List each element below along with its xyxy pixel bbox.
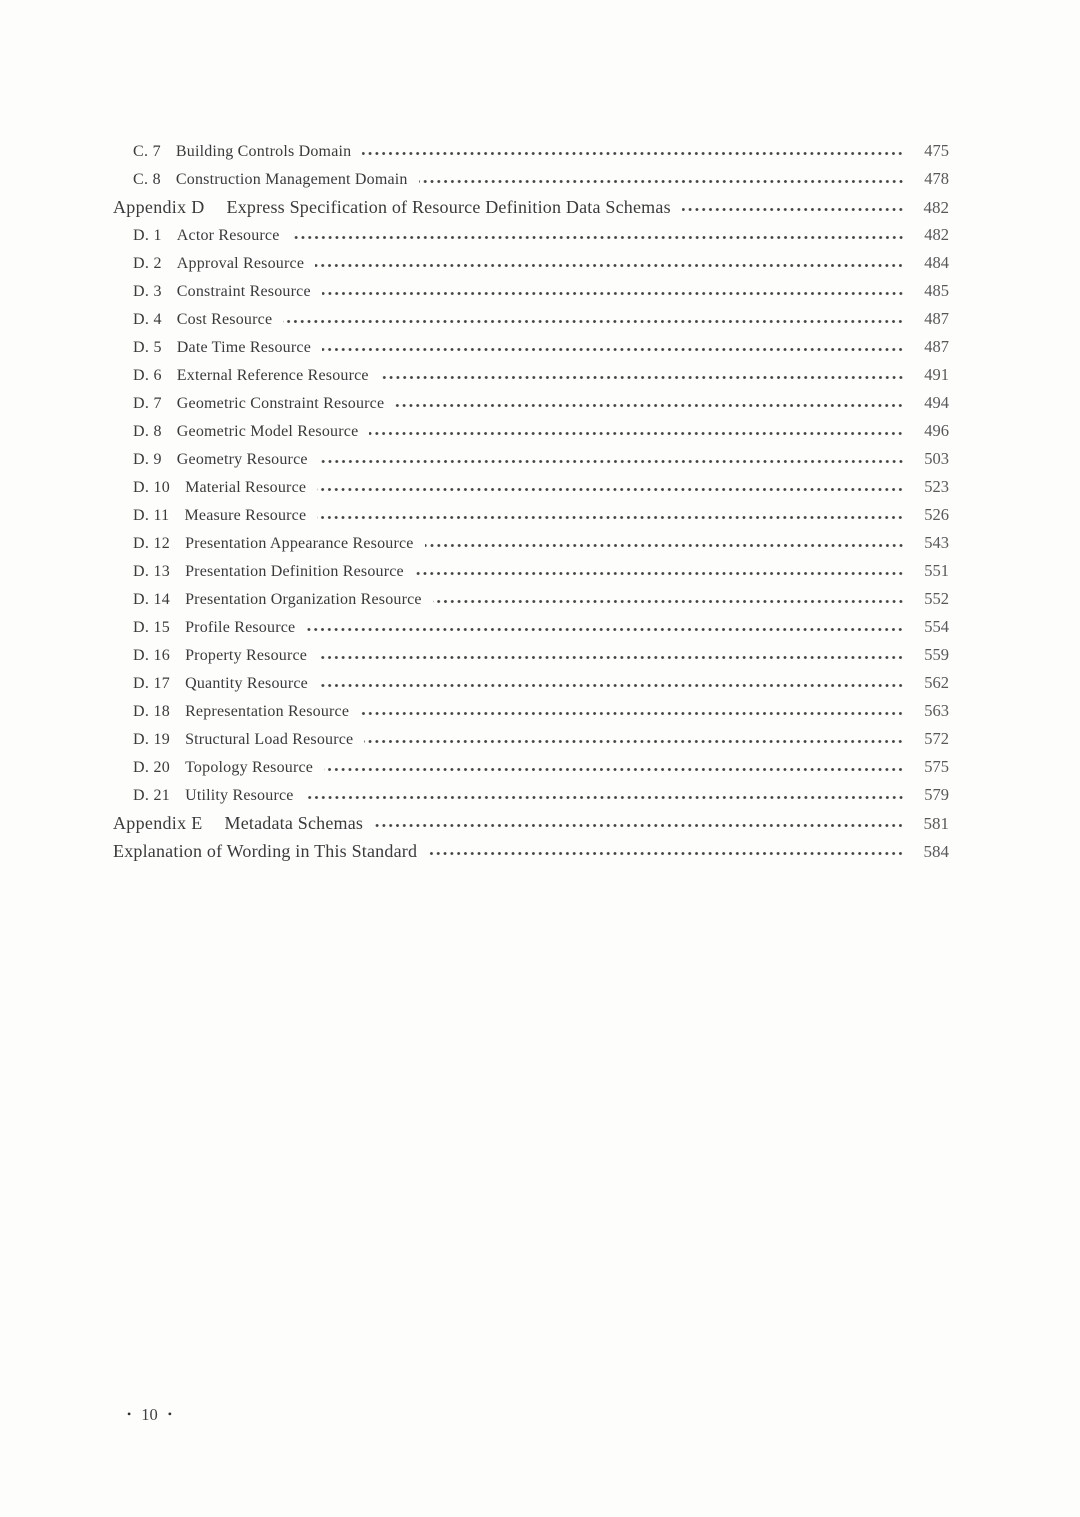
dot-leader [317,486,904,493]
toc-entry-title: Presentation Appearance Resource [185,535,414,552]
toc-entry-page: 543 [924,533,949,552]
footer-bullet-left: • [127,1406,132,1421]
toc-entry [113,169,949,197]
toc-entry-number: D. 21 [133,787,171,804]
toc-entry-page: 523 [924,477,949,496]
toc-entry [113,393,949,421]
toc-entry-title: Explanation of Wording in This Standard [113,841,418,861]
toc-entry [113,225,949,253]
toc-entry [113,785,949,813]
toc-entry-title: Measure Resource [184,507,307,524]
toc-entry-title: Geometric Model Resource [176,423,359,440]
toc-entry-number: D. 20 [133,759,171,776]
toc-entry [113,813,949,841]
toc-entry-number: D. 6 [133,367,162,384]
dot-leader [322,346,904,353]
toc-entry [113,645,949,673]
dot-leader [362,150,904,157]
toc-entry [113,449,949,477]
page-footer [127,1405,172,1425]
toc-entry [113,757,949,785]
dot-leader [322,290,904,297]
toc-entry-page: 584 [923,842,949,861]
dot-leader [360,710,904,717]
toc-entry-number: D. 4 [133,311,162,328]
toc-entry-page: 562 [924,673,949,692]
dot-leader [324,766,904,773]
toc-entry-number: D. 19 [133,731,171,748]
dot-leader [433,598,904,605]
toc-entry-page: 482 [923,198,949,217]
toc-entry-title: Presentation Definition Resource [185,563,404,580]
toc-entry [113,701,949,729]
dot-leader [395,402,904,409]
toc-entry-title: Geometric Constraint Resource [176,395,385,412]
toc-entry [113,197,949,225]
toc-entry-title: External Reference Resource [176,367,369,384]
toc-entry-page: 551 [924,561,949,580]
toc-entry-title: Metadata Schemas [224,813,364,833]
toc-entry [113,421,949,449]
toc-entry-title: Profile Resource [185,619,296,636]
toc-entry-title: Quantity Resource [185,675,308,692]
toc-entry-number: Appendix D [113,197,205,217]
toc-entry-page: 552 [924,589,949,608]
toc-entry-number: D. 17 [133,675,171,692]
toc-entry [113,141,949,169]
toc-entry [113,673,949,701]
toc-entry-number: D. 8 [133,423,162,440]
dot-leader [305,794,904,801]
dot-leader [374,822,904,829]
toc-entry-number: D. 5 [133,339,162,356]
dot-leader [425,542,904,549]
toc-entry-page: 579 [924,785,949,804]
toc-entry-title: Date Time Resource [176,339,312,356]
toc-entry-title: Representation Resource [185,703,350,720]
toc-entry-page: 563 [924,701,949,720]
toc-entry-number: D. 15 [133,619,171,636]
dot-leader [315,262,904,269]
toc-entry [113,477,949,505]
dot-leader [428,850,904,857]
toc-entry-number: D. 2 [133,255,162,272]
dot-leader [318,654,904,661]
toc-entry-page: 485 [924,281,949,300]
toc-entry-page: 503 [924,449,949,468]
toc-entry-title: Presentation Organization Resource [185,591,422,608]
toc-entry-title: Material Resource [185,479,307,496]
toc-entry-number: C. 8 [133,171,161,188]
toc-entry-title: Utility Resource [185,787,294,804]
toc-entry [113,253,949,281]
toc-entry-page: 484 [924,253,949,272]
toc-entry-page: 482 [924,225,949,244]
table-of-contents [113,141,949,869]
toc-entry-page: 559 [924,645,949,664]
toc-entry-number: D. 7 [133,395,162,412]
toc-entry-number: D. 1 [133,227,162,244]
toc-entry-page: 496 [924,421,949,440]
toc-entry-title: Approval Resource [176,255,305,272]
toc-entry-page: 494 [924,393,949,412]
toc-entry-page: 478 [924,169,949,188]
toc-entry-title: Cost Resource [176,311,273,328]
toc-entry [113,337,949,365]
dot-leader [369,430,904,437]
toc-entry-page: 487 [924,309,949,328]
page-number: 10 [141,1405,158,1424]
dot-leader [283,318,904,325]
toc-entry-page: 572 [924,729,949,748]
toc-entry-number: D. 9 [133,451,162,468]
toc-entry-number: D. 16 [133,647,171,664]
dot-leader [380,374,904,381]
dot-leader [317,514,904,521]
dot-leader [291,234,904,241]
toc-entry-title: Property Resource [185,647,308,664]
toc-entry-number: C. 7 [133,143,161,160]
toc-entry-number: D. 12 [133,535,171,552]
toc-entry [113,505,949,533]
toc-entry-number: D. 11 [133,507,170,524]
toc-entry-page: 487 [924,337,949,356]
toc-entry-page: 491 [924,365,949,384]
toc-entry-number: Appendix E [113,813,203,833]
dot-leader [319,682,904,689]
toc-entry-number: D. 18 [133,703,171,720]
toc-entry-number: D. 13 [133,563,171,580]
toc-entry-page: 554 [924,617,949,636]
toc-entry-title: Building Controls Domain [175,143,352,160]
toc-entry [113,309,949,337]
toc-entry-number: D. 10 [133,479,171,496]
toc-entry-page: 581 [923,814,949,833]
toc-entry [113,729,949,757]
toc-entry-title: Structural Load Resource [185,731,354,748]
dot-leader [419,178,904,185]
dot-leader [319,458,904,465]
dot-leader [682,206,904,213]
toc-entry [113,617,949,645]
dot-leader [364,738,904,745]
toc-entry [113,589,949,617]
toc-entry-page: 575 [924,757,949,776]
toc-entry-title: Topology Resource [185,759,314,776]
dot-leader [306,626,904,633]
toc-entry [113,841,949,869]
toc-entry [113,365,949,393]
dot-leader [415,570,904,577]
toc-entry [113,281,949,309]
toc-entry [113,533,949,561]
toc-entry-page: 526 [924,505,949,524]
toc-entry [113,561,949,589]
toc-entry-title: Actor Resource [176,227,280,244]
toc-entry-title: Construction Management Domain [175,171,408,188]
toc-entry-title: Express Specification of Resource Definition Data Schemas [226,197,671,217]
toc-entry-title: Constraint Resource [176,283,311,300]
toc-entry-title: Geometry Resource [176,451,308,468]
toc-entry-number: D. 14 [133,591,171,608]
toc-entry-page: 475 [924,141,949,160]
footer-bullet-right: • [167,1406,172,1421]
toc-entry-number: D. 3 [133,283,162,300]
